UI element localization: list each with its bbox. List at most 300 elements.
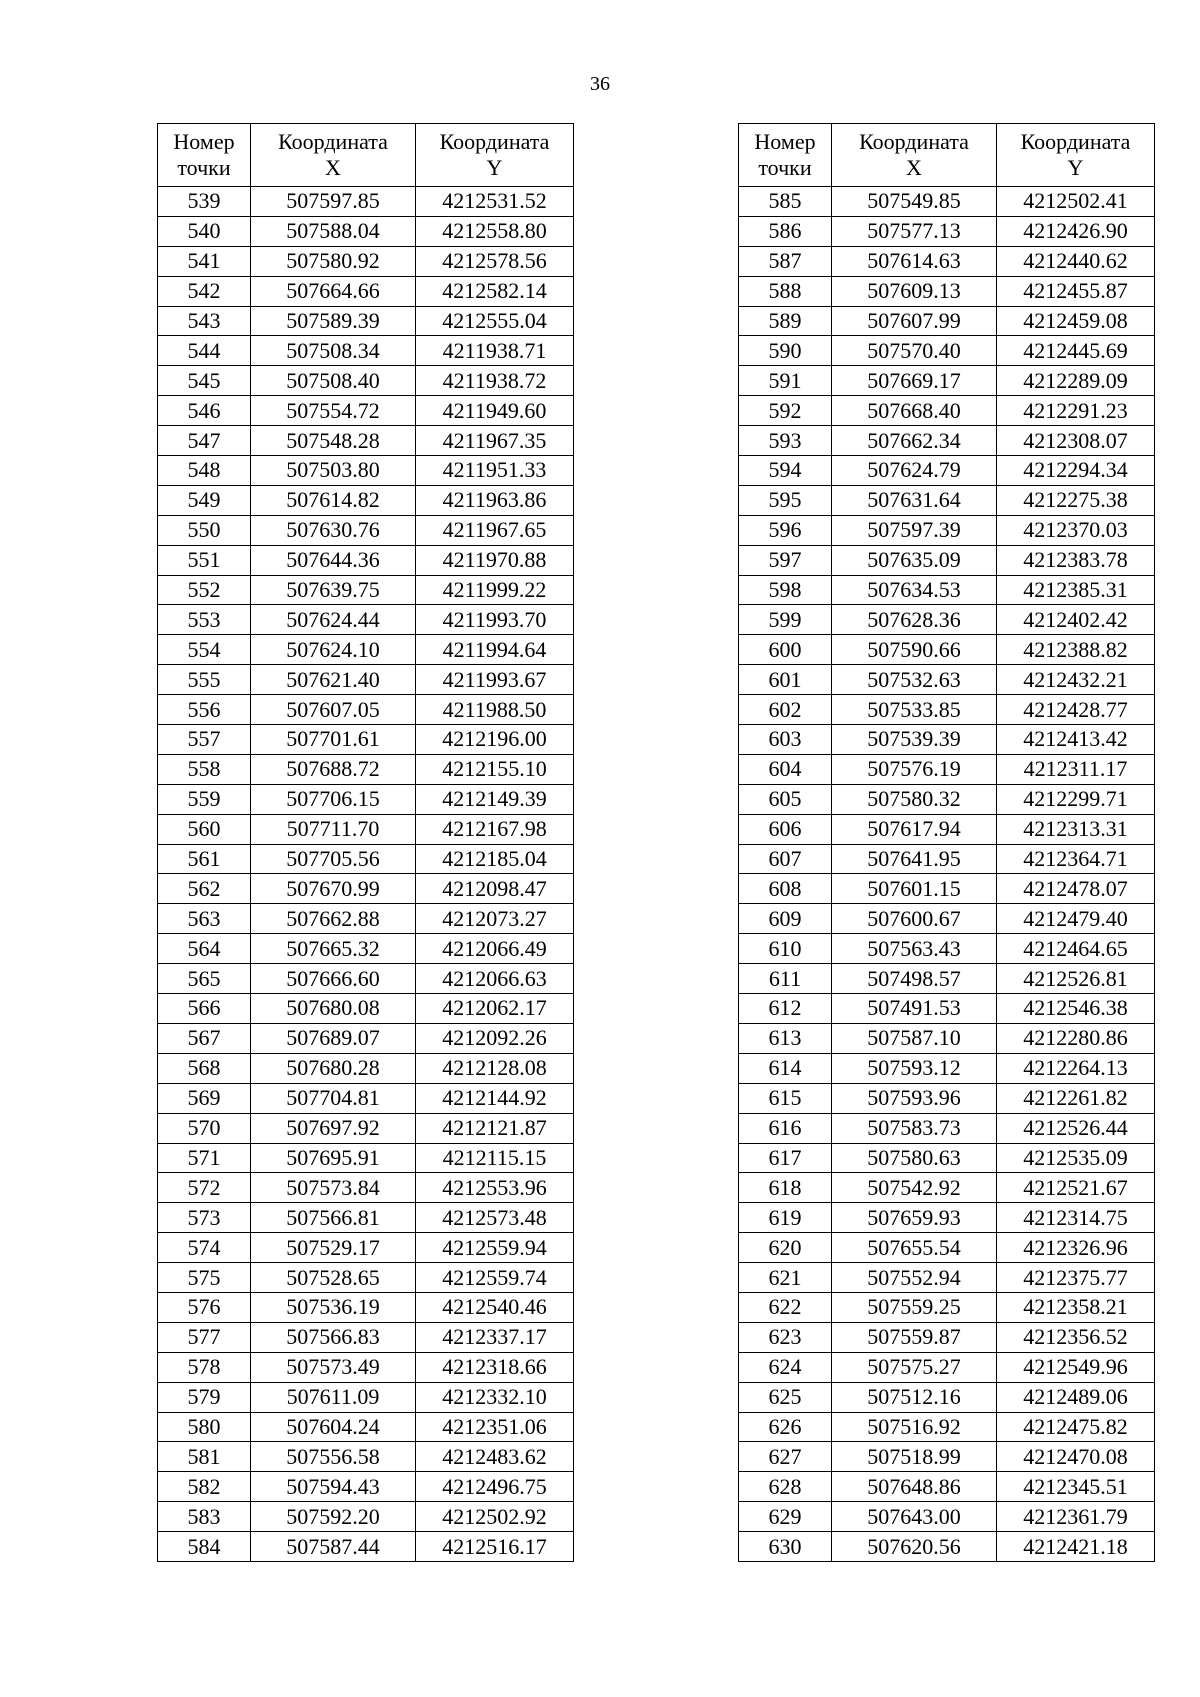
cell-point-number: 577 [158, 1322, 251, 1352]
cell-point-number: 576 [158, 1292, 251, 1322]
cell-coordinate-x: 507512.16 [832, 1382, 997, 1412]
cell-coordinate-x: 507539.39 [832, 725, 997, 755]
cell-point-number: 595 [739, 485, 832, 515]
cell-coordinate-y: 4212440.62 [997, 246, 1155, 276]
table-row [158, 874, 574, 904]
cell-point-number: 622 [739, 1292, 832, 1322]
cell-coordinate-x: 507559.87 [832, 1322, 997, 1352]
table-row [158, 635, 574, 665]
cell-coordinate-y: 4212364.71 [997, 844, 1155, 874]
table-row [158, 994, 574, 1024]
cell-coordinate-y: 4212311.17 [997, 754, 1155, 784]
cell-point-number: 573 [158, 1203, 251, 1233]
table-row [739, 306, 1155, 336]
cell-coordinate-x: 507621.40 [251, 665, 416, 695]
cell-coordinate-y: 4212553.96 [416, 1173, 574, 1203]
cell-point-number: 585 [739, 187, 832, 217]
table-row [739, 456, 1155, 486]
cell-point-number: 561 [158, 844, 251, 874]
table-row [158, 1023, 574, 1053]
cell-coordinate-y: 4212308.07 [997, 426, 1155, 456]
coordinates-table-right [738, 123, 1155, 1562]
table-row [158, 1113, 574, 1143]
cell-coordinate-x: 507634.53 [832, 575, 997, 605]
cell-point-number: 587 [739, 246, 832, 276]
cell-coordinate-x: 507601.15 [832, 874, 997, 904]
table-row [158, 246, 574, 276]
cell-point-number: 613 [739, 1023, 832, 1053]
cell-point-number: 550 [158, 515, 251, 545]
table-row [158, 814, 574, 844]
table-row [739, 994, 1155, 1024]
cell-coordinate-x: 507580.92 [251, 246, 416, 276]
table-row [739, 1143, 1155, 1173]
table-row [739, 814, 1155, 844]
cell-coordinate-y: 4212356.52 [997, 1322, 1155, 1352]
table-row [739, 1023, 1155, 1053]
table-row [739, 485, 1155, 515]
table-row [158, 276, 574, 306]
cell-point-number: 597 [739, 545, 832, 575]
cell-coordinate-y: 4212388.82 [997, 635, 1155, 665]
table-row [739, 1113, 1155, 1143]
cell-coordinate-y: 4212318.66 [416, 1352, 574, 1382]
cell-coordinate-y: 4212280.86 [997, 1023, 1155, 1053]
table-row [158, 1233, 574, 1263]
header-text: точки [758, 155, 812, 180]
cell-coordinate-x: 507552.94 [832, 1263, 997, 1293]
table-row [158, 1502, 574, 1532]
page-number: 36 [590, 73, 610, 95]
cell-point-number: 605 [739, 784, 832, 814]
cell-coordinate-y: 4212385.31 [997, 575, 1155, 605]
header-coordinate-y [416, 124, 574, 187]
cell-coordinate-y: 4212128.08 [416, 1053, 574, 1083]
cell-coordinate-x: 507548.28 [251, 426, 416, 456]
cell-coordinate-x: 507536.19 [251, 1292, 416, 1322]
cell-coordinate-y: 4212479.40 [997, 904, 1155, 934]
cell-coordinate-y: 4212264.13 [997, 1053, 1155, 1083]
table-row [158, 306, 574, 336]
cell-coordinate-x: 507516.92 [832, 1412, 997, 1442]
table-row [158, 1382, 574, 1412]
cell-point-number: 628 [739, 1472, 832, 1502]
cell-point-number: 596 [739, 515, 832, 545]
cell-coordinate-y: 4212332.10 [416, 1382, 574, 1412]
cell-point-number: 558 [158, 754, 251, 784]
cell-coordinate-y: 4212582.14 [416, 276, 574, 306]
header-text: Координата [1020, 129, 1131, 154]
cell-coordinate-x: 507542.92 [832, 1173, 997, 1203]
header-text: Координата [278, 129, 388, 154]
cell-coordinate-y: 4212092.26 [416, 1023, 574, 1053]
cell-coordinate-y: 4212121.87 [416, 1113, 574, 1143]
cell-coordinate-y: 4212546.38 [997, 994, 1155, 1024]
cell-coordinate-x: 507583.73 [832, 1113, 997, 1143]
cell-coordinate-y: 4212526.81 [997, 964, 1155, 994]
cell-coordinate-x: 507631.64 [832, 485, 997, 515]
header-coordinate-y [997, 124, 1155, 187]
cell-point-number: 581 [158, 1442, 251, 1472]
cell-point-number: 584 [158, 1532, 251, 1562]
cell-coordinate-y: 4212559.74 [416, 1263, 574, 1293]
cell-coordinate-y: 4212361.79 [997, 1502, 1155, 1532]
table-row [739, 187, 1155, 217]
cell-coordinate-y: 4212155.10 [416, 754, 574, 784]
cell-point-number: 612 [739, 994, 832, 1024]
cell-point-number: 590 [739, 336, 832, 366]
cell-coordinate-x: 507518.99 [832, 1442, 997, 1472]
table-row [739, 904, 1155, 934]
header-coordinate-x [251, 124, 416, 187]
cell-point-number: 567 [158, 1023, 251, 1053]
cell-coordinate-y: 4211951.33 [416, 456, 574, 486]
cell-coordinate-x: 507628.36 [832, 605, 997, 635]
cell-coordinate-x: 507573.84 [251, 1173, 416, 1203]
cell-point-number: 604 [739, 754, 832, 784]
header-text: X [325, 155, 341, 180]
cell-coordinate-y: 4212478.07 [997, 874, 1155, 904]
cell-point-number: 592 [739, 396, 832, 426]
cell-coordinate-y: 4211967.65 [416, 515, 574, 545]
cell-coordinate-x: 507590.66 [832, 635, 997, 665]
table-row [158, 366, 574, 396]
cell-point-number: 549 [158, 485, 251, 515]
cell-point-number: 559 [158, 784, 251, 814]
cell-coordinate-y: 4212455.87 [997, 276, 1155, 306]
cell-point-number: 606 [739, 814, 832, 844]
table-row [739, 665, 1155, 695]
table-row [158, 784, 574, 814]
cell-coordinate-y: 4212475.82 [997, 1412, 1155, 1442]
cell-coordinate-x: 507611.09 [251, 1382, 416, 1412]
cell-point-number: 547 [158, 426, 251, 456]
table-row [739, 1173, 1155, 1203]
cell-coordinate-x: 507491.53 [832, 994, 997, 1024]
cell-coordinate-y: 4212149.39 [416, 784, 574, 814]
cell-coordinate-x: 507680.08 [251, 994, 416, 1024]
cell-coordinate-y: 4212185.04 [416, 844, 574, 874]
cell-coordinate-y: 4212066.63 [416, 964, 574, 994]
cell-coordinate-y: 4212578.56 [416, 246, 574, 276]
cell-coordinate-y: 4211938.71 [416, 336, 574, 366]
cell-coordinate-y: 4212289.09 [997, 366, 1155, 396]
cell-point-number: 619 [739, 1203, 832, 1233]
header-point-number [158, 124, 251, 187]
cell-coordinate-x: 507664.66 [251, 276, 416, 306]
cell-coordinate-y: 4212496.75 [416, 1472, 574, 1502]
table-row [739, 1352, 1155, 1382]
cell-point-number: 546 [158, 396, 251, 426]
header-text: Y [486, 155, 503, 180]
table-row [158, 1532, 574, 1562]
cell-point-number: 593 [739, 426, 832, 456]
cell-coordinate-x: 507508.34 [251, 336, 416, 366]
cell-point-number: 607 [739, 844, 832, 874]
cell-point-number: 600 [739, 635, 832, 665]
cell-point-number: 557 [158, 725, 251, 755]
table-row [158, 695, 574, 725]
table-row [158, 904, 574, 934]
table-row [739, 396, 1155, 426]
cell-coordinate-x: 507559.25 [832, 1292, 997, 1322]
cell-coordinate-y: 4212066.49 [416, 934, 574, 964]
cell-point-number: 624 [739, 1352, 832, 1382]
table-row [158, 1412, 574, 1442]
table-row [739, 1322, 1155, 1352]
cell-coordinate-x: 507576.19 [832, 754, 997, 784]
table-row [158, 1173, 574, 1203]
cell-point-number: 623 [739, 1322, 832, 1352]
cell-point-number: 564 [158, 934, 251, 964]
cell-point-number: 579 [158, 1382, 251, 1412]
cell-point-number: 565 [158, 964, 251, 994]
table-row [158, 1352, 574, 1382]
table-row [158, 665, 574, 695]
cell-coordinate-y: 4211949.60 [416, 396, 574, 426]
cell-coordinate-x: 507641.95 [832, 844, 997, 874]
cell-coordinate-x: 507508.40 [251, 366, 416, 396]
table-row [158, 336, 574, 366]
cell-coordinate-y: 4211970.88 [416, 545, 574, 575]
cell-coordinate-x: 507662.34 [832, 426, 997, 456]
cell-point-number: 626 [739, 1412, 832, 1442]
cell-coordinate-y: 4212261.82 [997, 1083, 1155, 1113]
cell-coordinate-y: 4211963.86 [416, 485, 574, 515]
table-row [158, 1053, 574, 1083]
table-row [739, 605, 1155, 635]
cell-coordinate-x: 507668.40 [832, 396, 997, 426]
table-row [739, 1203, 1155, 1233]
cell-coordinate-y: 4212144.92 [416, 1083, 574, 1113]
cell-coordinate-x: 507593.12 [832, 1053, 997, 1083]
cell-point-number: 621 [739, 1263, 832, 1293]
table-row [158, 605, 574, 635]
cell-coordinate-x: 507665.32 [251, 934, 416, 964]
cell-coordinate-y: 4212196.00 [416, 725, 574, 755]
cell-coordinate-x: 507580.32 [832, 784, 997, 814]
table-row [158, 575, 574, 605]
cell-coordinate-x: 507635.09 [832, 545, 997, 575]
table-row [158, 1292, 574, 1322]
cell-coordinate-x: 507549.85 [832, 187, 997, 217]
cell-coordinate-y: 4212555.04 [416, 306, 574, 336]
cell-coordinate-y: 4212421.18 [997, 1532, 1155, 1562]
cell-point-number: 566 [158, 994, 251, 1024]
cell-coordinate-y: 4212115.15 [416, 1143, 574, 1173]
table-row [158, 216, 574, 246]
cell-coordinate-y: 4212502.41 [997, 187, 1155, 217]
cell-coordinate-x: 507529.17 [251, 1233, 416, 1263]
cell-point-number: 569 [158, 1083, 251, 1113]
cell-coordinate-x: 507620.56 [832, 1532, 997, 1562]
table-row [158, 1083, 574, 1113]
cell-coordinate-y: 4212558.80 [416, 216, 574, 246]
cell-coordinate-x: 507566.83 [251, 1322, 416, 1352]
cell-coordinate-x: 507528.65 [251, 1263, 416, 1293]
cell-coordinate-x: 507607.99 [832, 306, 997, 336]
cell-coordinate-y: 4212535.09 [997, 1143, 1155, 1173]
header-text: Y [1067, 155, 1084, 180]
cell-coordinate-x: 507697.92 [251, 1113, 416, 1143]
table-row [739, 426, 1155, 456]
table-row [739, 1502, 1155, 1532]
header-text: Координата [439, 129, 550, 154]
cell-coordinate-x: 507597.85 [251, 187, 416, 217]
table-row [739, 366, 1155, 396]
cell-coordinate-y: 4212540.46 [416, 1292, 574, 1322]
table-row [158, 515, 574, 545]
table-row [739, 1532, 1155, 1562]
cell-point-number: 602 [739, 695, 832, 725]
table-row [739, 1382, 1155, 1412]
cell-point-number: 625 [739, 1382, 832, 1412]
cell-coordinate-x: 507624.44 [251, 605, 416, 635]
cell-coordinate-x: 507644.36 [251, 545, 416, 575]
cell-coordinate-x: 507577.13 [832, 216, 997, 246]
cell-coordinate-y: 4212445.69 [997, 336, 1155, 366]
cell-point-number: 570 [158, 1113, 251, 1143]
cell-coordinate-x: 507624.10 [251, 635, 416, 665]
table-row [739, 515, 1155, 545]
cell-coordinate-y: 4212314.75 [997, 1203, 1155, 1233]
table-row [158, 1322, 574, 1352]
table-row [739, 276, 1155, 306]
cell-point-number: 630 [739, 1532, 832, 1562]
table-row [739, 964, 1155, 994]
cell-coordinate-x: 507624.79 [832, 456, 997, 486]
cell-coordinate-y: 4212531.52 [416, 187, 574, 217]
header-text: точки [177, 155, 231, 180]
cell-coordinate-x: 507593.96 [832, 1083, 997, 1113]
cell-point-number: 589 [739, 306, 832, 336]
cell-coordinate-x: 507587.44 [251, 1532, 416, 1562]
cell-coordinate-x: 507580.63 [832, 1143, 997, 1173]
cell-coordinate-y: 4212426.90 [997, 216, 1155, 246]
cell-point-number: 544 [158, 336, 251, 366]
table-row [158, 456, 574, 486]
cell-coordinate-x: 507614.63 [832, 246, 997, 276]
cell-coordinate-y: 4212413.42 [997, 725, 1155, 755]
cell-point-number: 599 [739, 605, 832, 635]
cell-coordinate-y: 4211938.72 [416, 366, 574, 396]
cell-coordinate-y: 4211999.22 [416, 575, 574, 605]
header-text: Номер [754, 129, 816, 154]
cell-point-number: 568 [158, 1053, 251, 1083]
cell-coordinate-y: 4211993.67 [416, 665, 574, 695]
cell-point-number: 582 [158, 1472, 251, 1502]
table-row [739, 1263, 1155, 1293]
table-row [739, 1442, 1155, 1472]
cell-point-number: 571 [158, 1143, 251, 1173]
table-row [158, 1263, 574, 1293]
cell-coordinate-x: 507563.43 [832, 934, 997, 964]
cell-coordinate-y: 4212432.21 [997, 665, 1155, 695]
cell-coordinate-y: 4212291.23 [997, 396, 1155, 426]
table-row [739, 246, 1155, 276]
table-row [158, 426, 574, 456]
table-row [739, 1233, 1155, 1263]
cell-coordinate-x: 507575.27 [832, 1352, 997, 1382]
table-row [739, 635, 1155, 665]
cell-point-number: 594 [739, 456, 832, 486]
cell-coordinate-x: 507666.60 [251, 964, 416, 994]
cell-point-number: 540 [158, 216, 251, 246]
cell-point-number: 545 [158, 366, 251, 396]
cell-coordinate-x: 507600.67 [832, 904, 997, 934]
cell-point-number: 611 [739, 964, 832, 994]
table-row [158, 396, 574, 426]
cell-coordinate-y: 4212294.34 [997, 456, 1155, 486]
table-row [158, 545, 574, 575]
cell-coordinate-x: 507680.28 [251, 1053, 416, 1083]
table-row [739, 754, 1155, 784]
header-point-number [739, 124, 832, 187]
coordinates-table-left [157, 123, 574, 1562]
cell-coordinate-y: 4212521.67 [997, 1173, 1155, 1203]
cell-coordinate-y: 4212489.06 [997, 1382, 1155, 1412]
cell-coordinate-y: 4212573.48 [416, 1203, 574, 1233]
cell-point-number: 541 [158, 246, 251, 276]
table-row [739, 934, 1155, 964]
cell-coordinate-x: 507594.43 [251, 1472, 416, 1502]
cell-point-number: 572 [158, 1173, 251, 1203]
table-row [739, 336, 1155, 366]
header-coordinate-x [832, 124, 997, 187]
cell-point-number: 586 [739, 216, 832, 246]
cell-point-number: 583 [158, 1502, 251, 1532]
cell-point-number: 608 [739, 874, 832, 904]
cell-coordinate-y: 4212062.17 [416, 994, 574, 1024]
cell-coordinate-x: 507609.13 [832, 276, 997, 306]
cell-coordinate-x: 507566.81 [251, 1203, 416, 1233]
cell-coordinate-x: 507498.57 [832, 964, 997, 994]
cell-point-number: 580 [158, 1412, 251, 1442]
cell-point-number: 629 [739, 1502, 832, 1532]
table-row [158, 964, 574, 994]
cell-point-number: 618 [739, 1173, 832, 1203]
cell-point-number: 552 [158, 575, 251, 605]
cell-coordinate-y: 4212459.08 [997, 306, 1155, 336]
cell-coordinate-x: 507662.88 [251, 904, 416, 934]
cell-coordinate-y: 4211988.50 [416, 695, 574, 725]
cell-coordinate-y: 4212470.08 [997, 1442, 1155, 1472]
table-row [739, 216, 1155, 246]
cell-point-number: 616 [739, 1113, 832, 1143]
cell-coordinate-y: 4212326.96 [997, 1233, 1155, 1263]
cell-point-number: 601 [739, 665, 832, 695]
cell-coordinate-y: 4212502.92 [416, 1502, 574, 1532]
cell-coordinate-x: 507704.81 [251, 1083, 416, 1113]
header-text: X [906, 155, 922, 180]
table-row [739, 1053, 1155, 1083]
table-row [739, 725, 1155, 755]
cell-coordinate-x: 507587.10 [832, 1023, 997, 1053]
cell-coordinate-x: 507669.17 [832, 366, 997, 396]
table-body [158, 187, 574, 1562]
cell-point-number: 539 [158, 187, 251, 217]
cell-point-number: 609 [739, 904, 832, 934]
cell-coordinate-x: 507597.39 [832, 515, 997, 545]
cell-point-number: 603 [739, 725, 832, 755]
cell-point-number: 591 [739, 366, 832, 396]
table-row [158, 1442, 574, 1472]
table-body [739, 187, 1155, 1562]
cell-coordinate-x: 507570.40 [832, 336, 997, 366]
cell-coordinate-x: 507573.49 [251, 1352, 416, 1382]
cell-coordinate-y: 4212299.71 [997, 784, 1155, 814]
cell-coordinate-y: 4212526.44 [997, 1113, 1155, 1143]
